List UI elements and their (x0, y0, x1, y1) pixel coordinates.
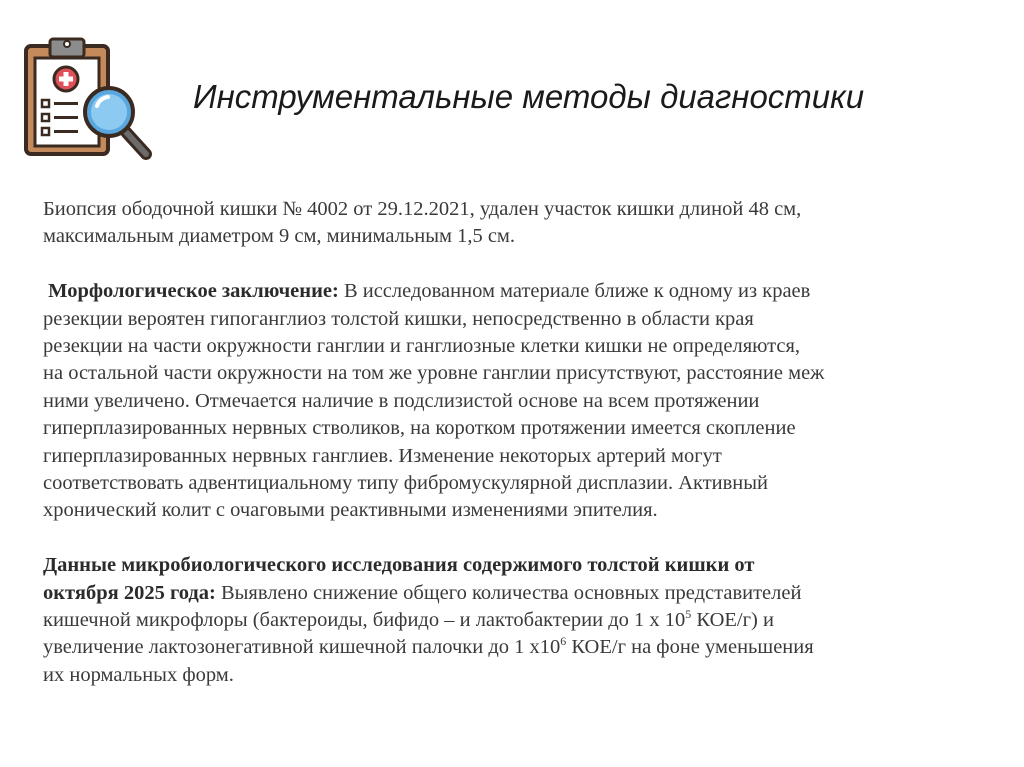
exponent: 5 (685, 607, 692, 622)
microbiology-line-2 (43, 580, 993, 607)
microbiology-line-3 (43, 607, 993, 634)
spacer (43, 525, 993, 552)
clipboard-magnifier-icon (22, 34, 154, 164)
morphology-line-1 (43, 278, 993, 305)
morphology-line: гиперплазированных нервных ганглиев. Изменение некоторых артерий могут (43, 444, 722, 467)
morphology-line: хронический колит с очаговыми реактивными изменениями эпителия. (43, 499, 658, 522)
microbiology-line-1 (43, 552, 993, 579)
microbiology-line-5: их нормальных форм. (43, 663, 234, 686)
morphology-line: на остальной части окружности на том же уровне ганглии присутствуют, расстояние меж (43, 362, 825, 385)
spacer (43, 251, 993, 278)
page-title: Инструментальные методы диагностики (193, 78, 865, 115)
document-body (43, 196, 993, 689)
morphology-line-1-text: В исследованном материале ближе к одному из краев (338, 280, 811, 303)
morphology-line: соответствовать адвентициальному типу фибромускулярной дисплазии. Активный (43, 472, 769, 495)
biopsy-line-2: максимальным диаметром 9 см, минимальным 1,5 см. (43, 225, 516, 248)
biopsy-line-1: Биопсия ободочной кишки № 4002 от 29.12.2021, удален участок кишки длиной 48 см, (43, 198, 802, 220)
microbiology-line-4 (43, 634, 993, 661)
microbiology-label-2: октября 2025 года: (43, 581, 216, 604)
morphology-line: гиперплазированных нервных стволиков, на коротком протяжении имеется скопление (43, 417, 796, 440)
exponent: 6 (560, 634, 567, 649)
microbiology-text: увеличение лактозонегативной кишечной палочки до 1 х10 (43, 636, 561, 659)
morphology-label: Морфологическое заключение: (48, 280, 339, 303)
morphology-line: резекции на части окружности ганглии и ганглиозные клетки кишки не определяются, (43, 335, 801, 358)
microbiology-line-2-text: Выявлено снижение общего количества основных представителей (215, 581, 802, 604)
microbiology-text: КОЕ/г) и (691, 609, 774, 632)
microbiology-text: кишечной микрофлоры (бактероиды, бифидо – и лактобактерии до 1 х 10 (43, 609, 686, 632)
morphology-line: резекции вероятен гипоганглиоз толстой кишки, непосредственно в области края (43, 307, 754, 330)
microbiology-label-1: Данные микробиологического исследования содержимого толстой кишки от (43, 554, 755, 577)
microbiology-text: КОЕ/г на фоне уменьшения (566, 636, 814, 659)
morphology-line: ними увеличено. Отмечается наличие в подслизистой основе на всем протяжении (43, 389, 760, 412)
